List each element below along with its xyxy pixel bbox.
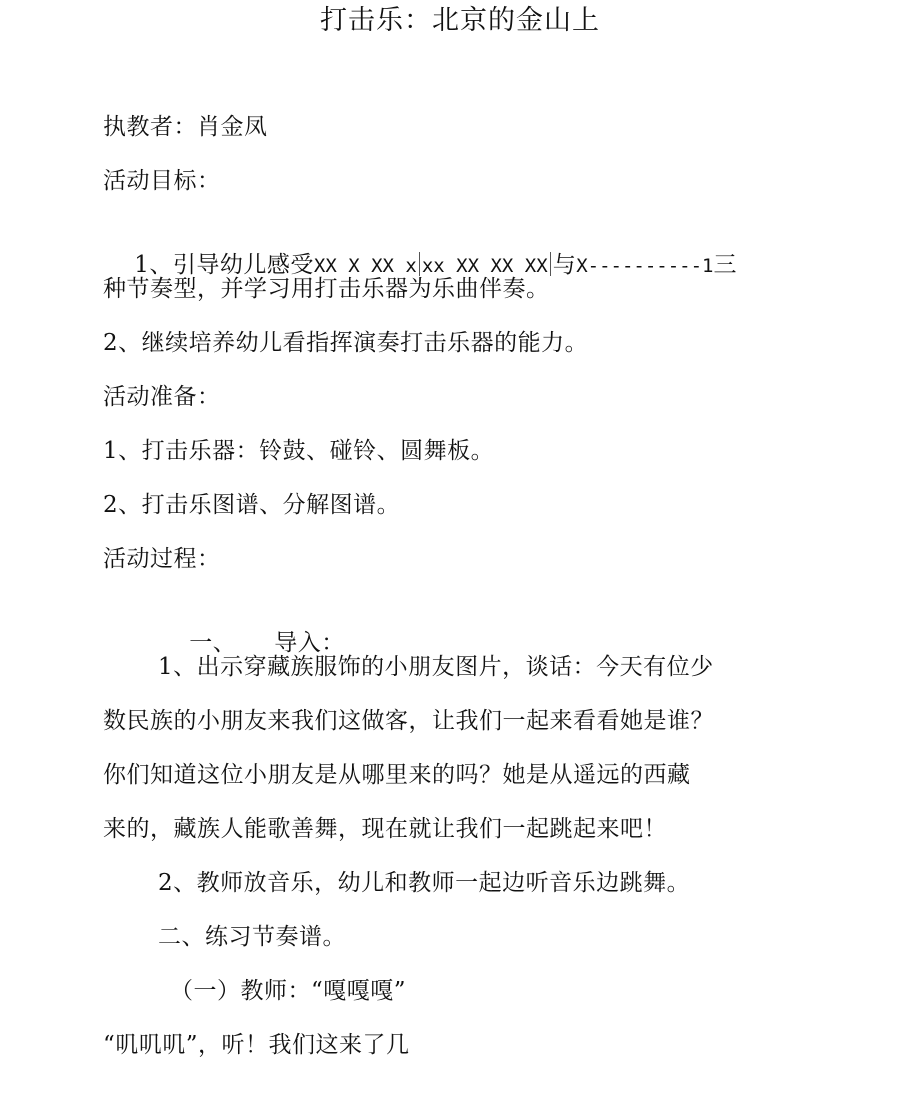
rhythm-pattern-b: xx XX XX XX [421,255,548,277]
step-2-heading: 二、练习节奏谱。 [158,924,346,950]
process-heading: 活动过程： [103,546,221,572]
rhythm-pattern-c: X----------1 [576,255,714,277]
step-1-1-line-a: 1、出示穿藏族服饰的小朋友图片，谈话：今天有位少 [158,654,714,680]
step-1-label: 导入： [274,630,345,656]
step-1-1-line-d: 来的，藏族人能歌善舞，现在就让我们一起跳起来吧！ [103,816,667,842]
bar-line [419,252,420,276]
step-1-2-line: 2、教师放音乐，幼儿和教师一起边听音乐边跳舞。 [158,870,691,896]
step-2-1-continuation: “叽叽叽”，听！我们这来了几 [103,1032,410,1058]
goal-1-continuation: 种节奏型，并学习用打击乐器为乐曲伴奏。 [103,276,550,302]
document-title: 打击乐：北京的金山上 [320,5,600,36]
goal-1-prefix: 1、引导幼儿感受 [134,252,314,278]
goals-heading: 活动目标： [103,168,221,194]
bar-line [550,252,551,276]
rhythm-pattern-a: XX X XX x [313,255,417,277]
goal-1-suffix: 三 [713,252,737,278]
step-1-1-line-c: 你们知道这位小朋友是从哪里来的吗？她是从遥远的西藏 [103,762,691,788]
step-1-1-line-b: 数民族的小朋友来我们这做客，让我们一起来看看她是谁？ [103,708,714,734]
step-2-1-line: （一）教师：“嘎嘎嘎” [170,978,407,1004]
prep-heading: 活动准备： [103,384,221,410]
goal-2-line: 2、继续培养幼儿看指挥演奏打击乐器的能力。 [103,330,589,356]
prep-2-line: 2、打击乐图谱、分解图谱。 [103,492,401,518]
prep-1-line: 1、打击乐器：铃鼓、碰铃、圆舞板。 [103,438,495,464]
rhythm-connector: 与 [552,252,577,278]
step-1-number: 一、 [189,630,237,656]
teacher-line: 执教者：肖金凤 [103,114,268,140]
